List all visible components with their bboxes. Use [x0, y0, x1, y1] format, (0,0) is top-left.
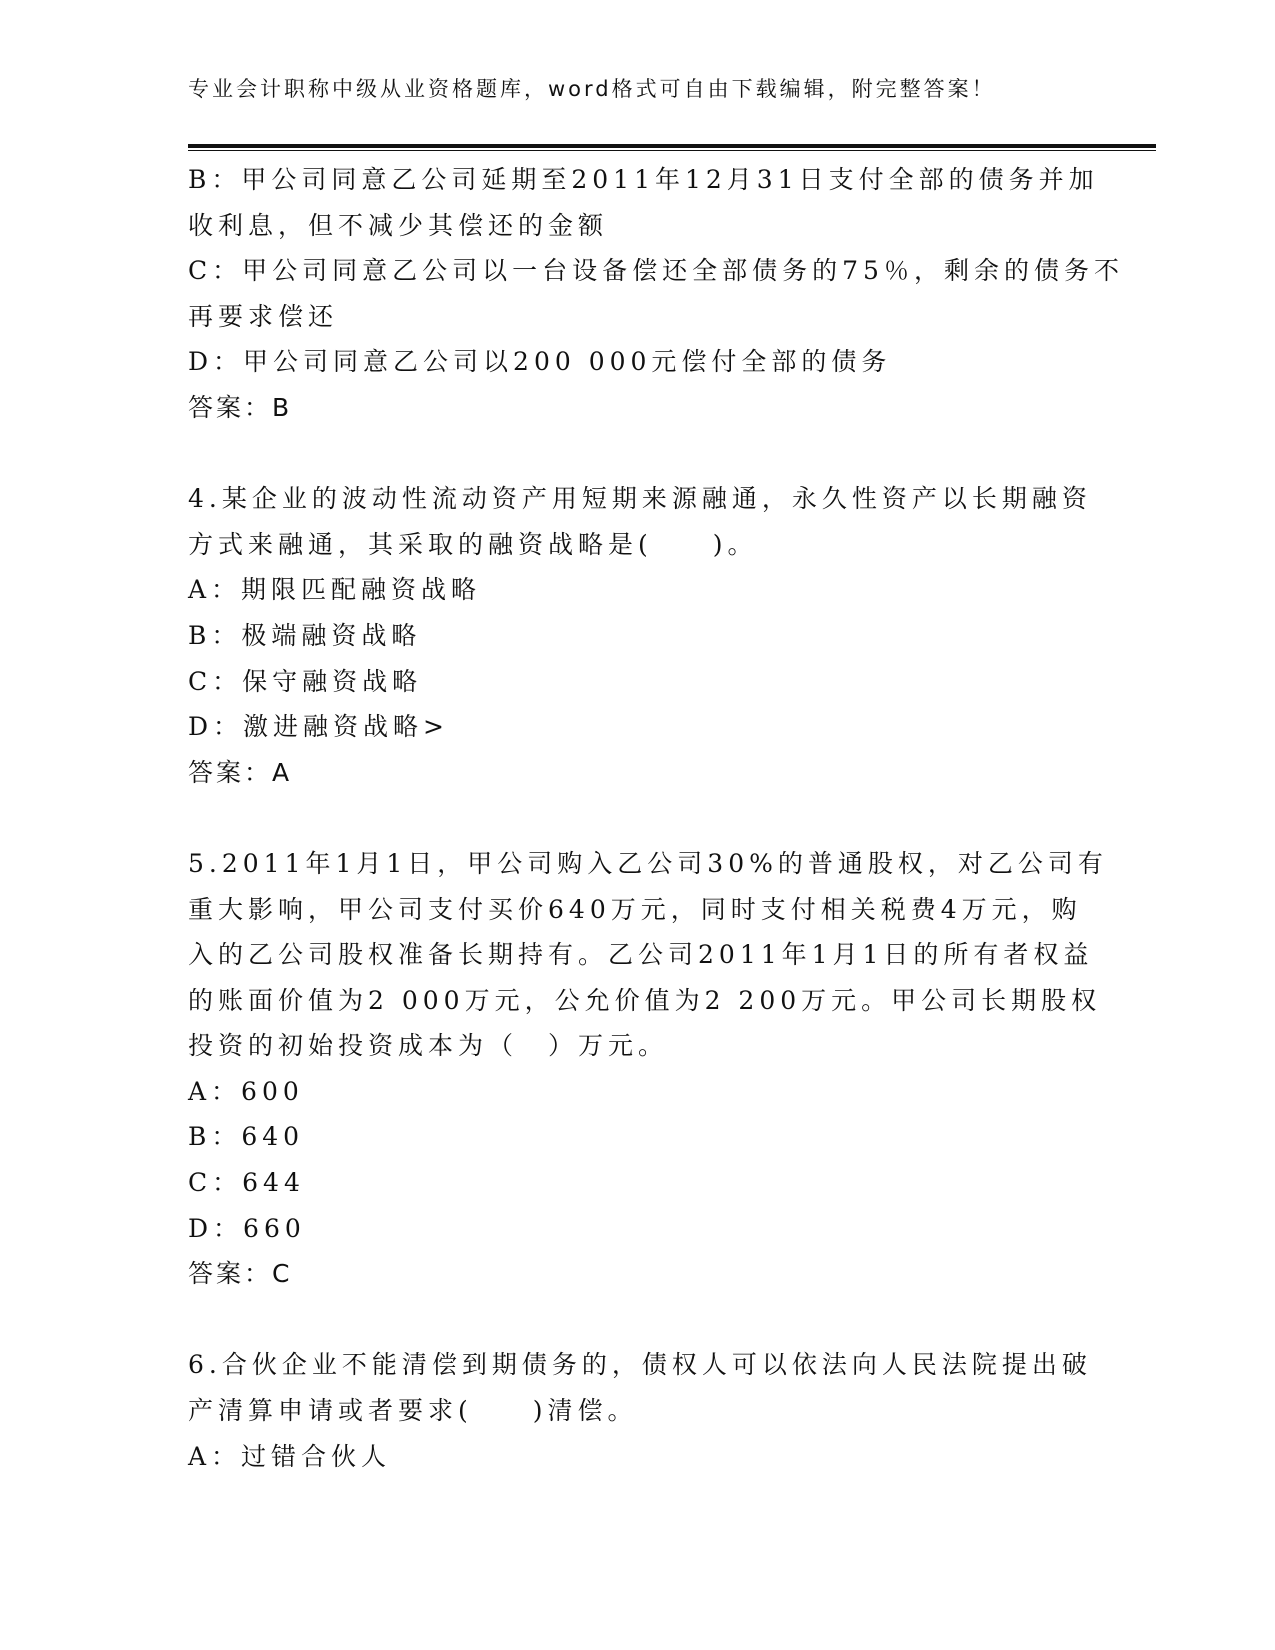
question-stem-line-5: 投资的初始投资成本为（ ）万元。: [188, 1031, 669, 1061]
option-a: A：600: [188, 1076, 304, 1106]
option-c-line-1: C：甲公司同意乙公司以一台设备偿还全部债务的75％，剩余的债务不: [188, 256, 1124, 286]
option-d: D：激进融资战略>: [188, 712, 449, 742]
option-c-line-2: 再要求偿还: [188, 301, 339, 331]
spacer: [188, 1297, 1088, 1343]
answer: 答案：A: [188, 757, 293, 787]
option-a: A：过错合伙人: [188, 1441, 392, 1471]
question-6: [188, 1342, 1092, 1479]
question-stem-line-4: 的账面价值为2 000万元，公允价值为2 200万元。甲公司长期股权: [188, 985, 1102, 1015]
question-stem-line-1: 4.某企业的波动性流动资产用短期来源融通，永久性资产以长期融资: [188, 484, 1092, 514]
answer: 答案：C: [188, 1259, 293, 1289]
option-d: D：甲公司同意乙公司以200 000元偿付全部的债务: [188, 347, 892, 377]
question-list: [188, 157, 1124, 1479]
spacer: [188, 431, 1088, 477]
question-stem-line-2: 方式来融通，其采取的融资战略是( )。: [188, 529, 758, 559]
header-divider-thick: [188, 144, 1156, 148]
question-4: [188, 476, 1092, 795]
answer: 答案：B: [188, 392, 293, 422]
option-b-line-1: B：甲公司同意乙公司延期至2011年12月31日支付全部的债务并加: [188, 165, 1099, 194]
option-c: C：644: [188, 1168, 305, 1198]
page-header: 专业会计职称中级从业资格题库，word格式可自由下载编辑，附完整答案！: [188, 77, 996, 101]
question-5: [188, 841, 1108, 1297]
question-stem-line-1: 5.2011年1月1日，甲公司购入乙公司30%的普通股权，对乙公司有: [188, 848, 1108, 878]
question-stem-line-2: 产清算申请或者要求( )清偿。: [188, 1396, 638, 1426]
header-divider-thin: [188, 150, 1156, 151]
question-3-tail: [188, 157, 1124, 431]
option-a: A：期限匹配融资战略: [188, 575, 482, 605]
option-d: D：660: [188, 1213, 306, 1243]
option-b: B：640: [188, 1122, 305, 1152]
spacer: [188, 795, 1088, 841]
question-stem-line-2: 重大影响，甲公司支付买价640万元，同时支付相关税费4万元，购: [188, 894, 1082, 924]
option-c: C：保守融资战略: [188, 666, 423, 696]
question-stem-line-1: 6.合伙企业不能清偿到期债务的，债权人可以依法向人民法院提出破: [188, 1350, 1092, 1380]
option-b-line-2: 收利息，但不减少其偿还的金额: [188, 210, 609, 240]
option-b: B：极端融资战略: [188, 620, 422, 650]
question-stem-line-3: 入的乙公司股权准备长期持有。乙公司2011年1月1日的所有者权益: [188, 940, 1094, 970]
